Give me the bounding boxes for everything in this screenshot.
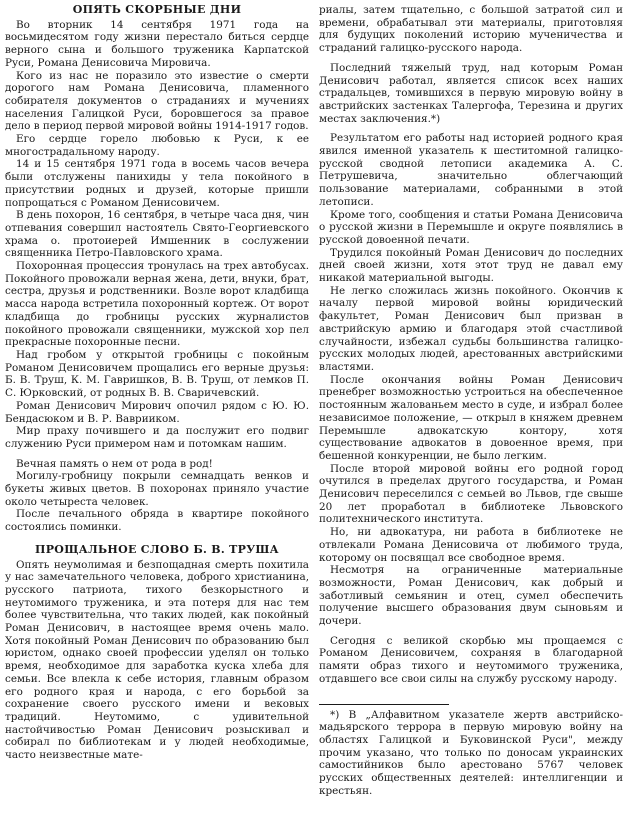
footnote-divider <box>319 704 449 705</box>
article-paragraph: Несмотря на ограниченные материальные возможности, Роман Денисович, как добрый и заботливый семьянин и отец, сумел обеспечить получение высшего образования двум сыновьям и дочери. <box>319 564 623 628</box>
article-paragraph: Над гробом у открытой гробницы с покойным Романом Денисовичем прощались его верные друзья: Б. В. Труш, К. М. Гавришков, В. В. Труш, от лемков П. С. Юрковский, от родных В. В. Сваричевский. <box>5 348 309 400</box>
right-column <box>319 4 623 825</box>
article-paragraph: Могилу-гробницу покрыли семнадцать венков и букеты живых цветов. В похоронах приняло участие около четыреста человек. <box>5 470 309 508</box>
article-paragraph: Его сердце горело любовью к Руси, к ее многострадальному народу. <box>5 133 309 158</box>
article-paragraph: Результатом его работы над историей родного края явился именной указатель к шеститомной галицко-русской сводной летописи академика А. С. Петрушевича, значительно облегчающий пользование материалами, собранными в этой летописи. <box>319 132 623 208</box>
article-paragraph: После печального обряда в квартире покойного состоялись поминки. <box>5 508 309 534</box>
article-title-farewell-word: ПРОЩАЛЬНОЕ СЛОВО Б. В. ТРУША <box>35 542 279 556</box>
article-paragraph: После окончания войны Роман Денисович пренебрег возможностью устроиться на обеспеченное постоянным жалованьем место в суде, и избрал более независимое положение, — открыл в княжем древнем Перемышле адвокатскую контору, хотя существование адвокатов в довоенное время, при бешенной конкуренции, не было легким. <box>319 373 623 462</box>
footnote: *) В „Алфавитном указателе жертв австрийско-мадьярского террора в первую мировую войну на областях Галицкой и Буковинской Руси", между прочим указано, что только по доносам украинских самостийников было арестовано 5767 человек русских общественных деятелей: интеллигенции и крестьян. <box>319 708 623 797</box>
article-paragraph: После второй мировой войны его родной город очутился в пределах другого государства, и Роман Денисович переселился с семьей во Львов, где свыше 20 лет проработал в библиотеке Львовского политехнического института. <box>319 462 623 526</box>
article-paragraph: Сегодня с великой скорбью мы прощаемся с Романом Денисовичем, сохраняя в благодарной памяти образ тихого и неутомимого труженика, отдавшего все свои силы на службу русскому народу. <box>319 634 623 685</box>
article-paragraph: Трудился покойный Роман Денисович до последних дней своей жизни, хотя этот труд не давал ему никакой материальной выгоды. <box>319 246 623 285</box>
article-paragraph: 14 и 15 сентября 1971 года в восемь часов вечера были отслужены панихиды у тела покойного в присутствии родных и друзей, которые пришли попрощаться с Романом Денисовичем. <box>5 158 309 209</box>
article-paragraph: Роман Денисович Мирович опочил рядом с Ю. Ю. Бендасюком и В. Р. Ваврииком. <box>5 399 309 425</box>
left-column <box>5 4 309 825</box>
article-paragraph: Вечная память о нем от рода в род! <box>16 457 213 470</box>
article-title-sad-days: ОПЯТЬ СКОРБНЫЕ ДНИ <box>72 4 242 16</box>
article-paragraph: Опять неумолимая и безпощадная смерть похитила у нас замечательного человека, доброго христианина, русского патриота, тихого безкорыстного и неутомимого труженика, и эта потеря для нас тем более чувствительна, что таких людей, как покойный Роман Денисович, в настоящее время очень мало. Хотя покойный Роман Денисович по образованию был юристом, однако своей профессии уделял он только время, необходимое для заработка куска хлеба для семьи. Все влекла к себе история, главным образом его родного края и народа, с его борьбой за сохранение своего русского имени и вековых традиций. Неутомимо, с удивительной настойчивостью Роман Денисович розыскивал и собирал по библиотекам и у людей необходимые, часто неизвестные мате- <box>5 558 309 762</box>
article-paragraph: Похоронная процессия тронулась на трех автобусах. Покойного провожали верная жена, дети, внуки, брат, сестра, друзья и родственники. Возле ворот кладбища масса народа встретила похоронный кортеж. От ворот кладбища до гробницы русских журналистов покойного провожали священники, мужской хор пел прекрасные похоронные песни. <box>5 260 309 349</box>
article-paragraph: В день похорон, 16 сентября, в четыре часа дня, чин отпевания совершил настоятель Свято-Георгиевского храма о. протоиерей Имшенник в сослужении священника Петро-Павловского храма. <box>5 209 309 260</box>
article-paragraph: Последний тяжелый труд, над которым Роман Денисович работал, является список всех наших страдальцев, томившихся в первую мировую войну в австрийских застенках Талергофа, Терезина и других местах заключения.*) <box>319 61 623 125</box>
article-paragraph: Не легко сложилась жизнь покойного. Окончив к началу первой мировой войны юридический факультет, Роман Денисович был призван в австрийскую армию и благодаря этой счастливой случайности, избежал судьбы большинства галицко-русских молодых людей, арестованных австрийскими властями. <box>319 284 623 373</box>
article-paragraph: Мир праху почившего и да послужит его подвиг служению Руси примером нам и потомкам нашим. <box>5 425 309 450</box>
article-paragraph: Кого из нас не поразило это известие о смерти дорогого нам Романа Денисовича, пламенного собирателя документов о страданиях и мучениях населения Галицкой Руси, боровшегося за правое дело в период первой мировой войны 1914-1917 годов. <box>5 69 309 133</box>
article-paragraph: Во вторник 14 сентября 1971 года на восьмидесятом году жизни перестало биться сердце верного сына и большого труженика Карпатской Руси, Романа Денисовича Мировича. <box>5 18 309 69</box>
article-paragraph: Кроме того, сообщения и статьи Романа Денисовича о русской жизни в Перемышле и округе появлялись в русской довоенной печати. <box>319 208 623 246</box>
article-paragraph: Но, ни адвокатура, ни работа в библиотеке не отвлекали Романа Денисовича от любимого труда, которому он посвящал все свободное время. <box>319 526 623 564</box>
article-paragraph-continued: риалы, затем тщательно, с большой затратой сил и времени, обрабатывал эти материалы, приготовляя для будущих поколений историю мученичества и страданий галицко-русского народа. <box>319 4 623 55</box>
